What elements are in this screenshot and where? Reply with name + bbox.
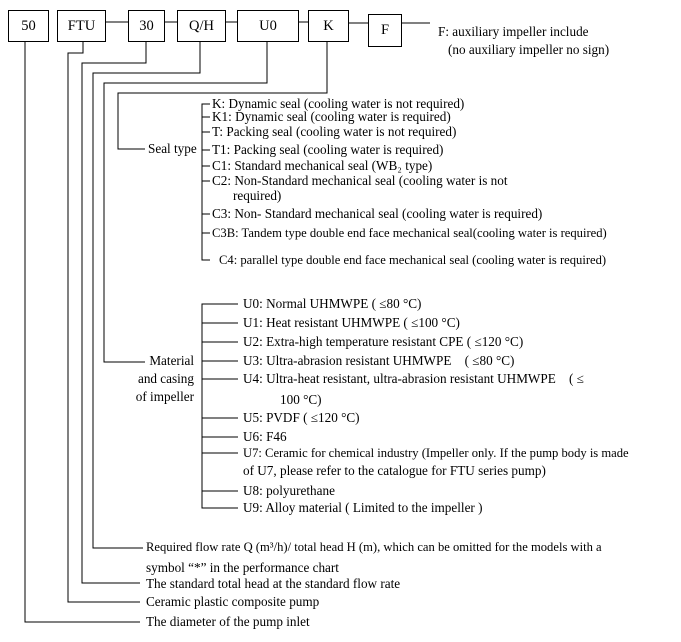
material-label-line2: and casing [137,371,194,386]
material-item-u8: U8: polyurethane [243,483,335,498]
seal-type-label: Seal type [148,141,197,156]
material-item-u6: U6: F46 [243,429,287,444]
model-box-f: F [368,14,402,47]
seal-item-c1: C1: Standard mechanical seal (WB₂ type) [212,158,433,173]
model-box-ftu: FTU [57,10,106,42]
bottom-label-flow-rate-line2: symbol “*” in the performance chart [146,560,339,575]
bottom-label-flow-rate-line1: Required flow rate Q (m³/h)/ total head H (m), which can be omitted for the models with a [146,540,602,554]
material-item-u2: U2: Extra-high temperature resistant CPE ( ≤120 °C) [243,334,524,349]
bottom-label-total-head: The standard total head at the standard flow rate [146,576,401,591]
material-item-u0: U0: Normal UHMWPE ( ≤80 °C) [243,296,422,311]
seal-item-k: K: Dynamic seal (cooling water is not required) [212,96,465,111]
material-item-u3: U3: Ultra-abrasion resistant UHMWPE ( ≤80 °C) [243,353,515,368]
seal-item-c2-line1: C2: Non-Standard mechanical seal (cooling water is not [212,173,508,188]
material-item-u4-line1: U4: Ultra-heat resistant, ultra-abrasion resistant UHMWPE ( ≤ [243,371,584,386]
seal-item-c3b: C3B: Tandem type double end face mechanical seal(cooling water is required) [212,226,607,240]
material-item-u5: U5: PVDF ( ≤120 °C) [243,410,360,425]
bottom-label-inlet-diameter: The diameter of the pump inlet [146,614,310,629]
material-item-u9: U9: Alloy material ( Limited to the impeller ) [243,500,483,515]
model-box-qh: Q/H [177,10,226,42]
f-note-line1: F: auxiliary impeller include [438,24,589,39]
material-item-u7-line1: U7: Ceramic for chemical industry (Impeller only. If the pump body is made [243,446,629,460]
seal-item-c4: C4: parallel type double end face mechanical seal (cooling water is required) [219,253,607,267]
material-label-line3: of impeller [135,389,194,404]
model-box-50: 50 [8,10,49,42]
model-box-30: 30 [128,10,165,42]
bottom-label-pump-type: Ceramic plastic composite pump [146,594,320,609]
seal-item-k1: K1: Dynamic seal (cooling water is required) [212,109,451,124]
model-box-k: K [308,10,349,42]
seal-item-c2-line2: required) [233,188,282,203]
f-note-line2: (no auxiliary impeller no sign) [448,42,610,57]
material-label-line1: Material [149,353,194,368]
material-item-u4-line2: 100 °C) [280,392,322,407]
seal-item-c3: C3: Non- Standard mechanical seal (cooling water is required) [212,206,543,221]
material-item-u1: U1: Heat resistant UHMWPE ( ≤100 °C) [243,315,460,330]
seal-item-t1: T1: Packing seal (cooling water is required) [212,142,444,157]
material-item-u7-line2: of U7, please refer to the catalogue for FTU series pump) [243,463,546,478]
seal-item-t: T: Packing seal (cooling water is not required) [212,124,457,139]
model-box-u0: U0 [237,10,299,42]
